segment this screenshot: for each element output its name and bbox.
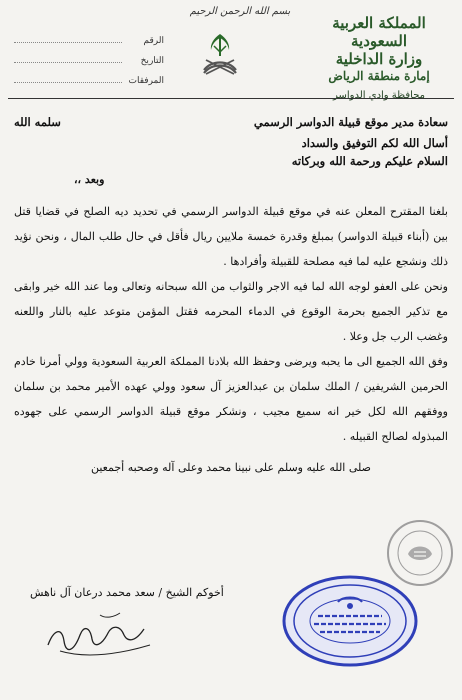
paragraph-1: بلغنا المقترح المعلن عنه في موقع قبيلة الدواسر الرسمي في تحديد ديه الصلح في قضايا قتل بين (أبناء قبيلة الدواسر) بمبلغ وقدرة خمسة ملايين ريال فأقل في حال طلب المال ، ونحن نؤيد ذلك ونشجع عليه لما فيه مصلحة للقبيلة وأفرادها .	[14, 205, 448, 268]
recipient-row	[14, 110, 448, 135]
date-row	[14, 46, 164, 66]
wish-line: أسال الله لكم التوفيق والسداد	[301, 136, 448, 150]
letter-body	[14, 110, 448, 480]
kingdom-name: المملكة العربية السعودية	[332, 14, 426, 50]
governorate-name: محافظة وادي الدواسر	[332, 90, 426, 101]
letterhead	[310, 14, 448, 104]
closing-line: صلى الله عليه وسلم على نبينا محمد وعلى آله وصحبه أجمعين	[90, 461, 372, 474]
number-line	[14, 42, 122, 43]
wa-bad: وبعد ،،	[74, 173, 105, 186]
attachments-line	[14, 82, 122, 83]
attachments-label: المرفقات	[128, 76, 164, 86]
ministry-name: وزارة الداخلية	[335, 50, 423, 68]
signer-name: أخوكم الشيخ / سعد محمد درعان آل ناهش	[30, 586, 224, 599]
saudi-emblem-icon	[196, 30, 244, 80]
number-label: الرقم	[143, 36, 164, 46]
handwritten-signature	[40, 605, 160, 665]
blue-official-stamp	[280, 572, 420, 670]
paragraph-3: وفق الله الجميع الى ما يحبه ويرضى وحفظ الله بلادنا المملكة العربية السعودية وولي أمرنا خادم الحرمين الشريفين / الملك سلمان بن عبدالعزيز آل سعود وولي عهده الأمير محمد بن سلمان ووفقهم الله لكل خير انه سميع مجيب ، ونشكر موقع قبيلة الدواسر الرسمي على جهوده المبذوله لصالح القبيله .	[14, 355, 448, 443]
number-row	[14, 26, 164, 46]
header-divider	[8, 98, 454, 99]
reference-fields	[14, 26, 164, 86]
paragraph-2: ونحن على العفو لوجه الله لما فيه الاجر والثواب من الله سبحانه وتعالى وما عند الله خير وابقى مع تذكير الجميع بحرمة الوقوع في الدماء المحرمه فقتل المؤمن متوعد عليه بالنار واللعنه وغضب الرب جل وعلا .	[14, 280, 448, 343]
emirate-name: إمارة منطقة الرياض	[328, 69, 430, 83]
salam-line: السلام عليكم ورحمة الله وبركاته	[291, 154, 448, 168]
recipient: سعادة مدير موقع قبيلة الدواسر الرسمي	[253, 115, 448, 129]
basmala: بسم الله الرحمن الرحيم	[189, 6, 291, 17]
date-label: التاريخ	[140, 56, 164, 66]
attachments-row	[14, 66, 164, 86]
greeting-right: سلمه الله	[14, 115, 61, 129]
date-line	[14, 62, 122, 63]
